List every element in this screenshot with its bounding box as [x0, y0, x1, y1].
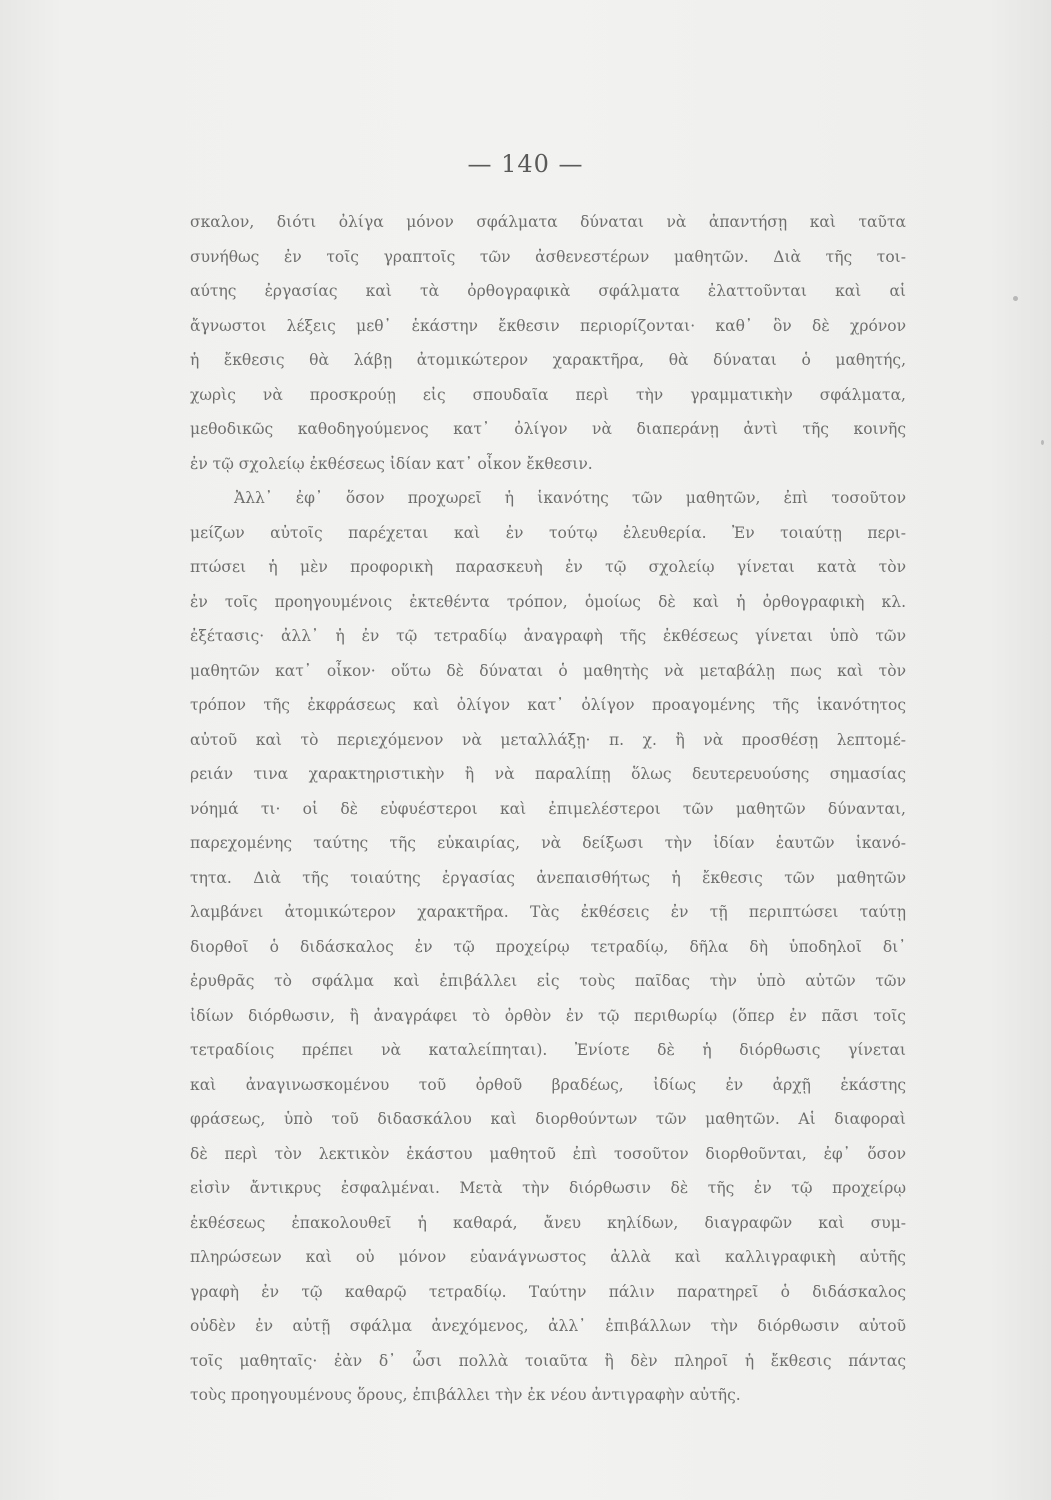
- text-line: τοῖς μαθηταῖς· ἐὰν δ᾽ ὦσι πολλὰ τοιαῦτα ἢ δὲν πληροῖ ἡ ἔκθεσις πάντας: [190, 1351, 906, 1370]
- text-line: διορθοῖ ὁ διδάσκαλος ἐν τῷ προχείρῳ τετραδίῳ, δῆλα δὴ ὑποδηλοῖ δι᾽: [190, 937, 906, 956]
- text-line: χωρὶς νὰ προσκρούῃ εἰς σπουδαῖα περὶ τὴν γραμματικὴν σφάλματα,: [190, 385, 906, 404]
- text-line: ἐν τῷ σχολείῳ ἐκθέσεως ἰδίαν κατ᾽ οἶκον ἔκθεσιν.: [190, 454, 593, 473]
- text-line: σκαλον, διότι ὀλίγα μόνον σφάλματα δύναται νὰ ἀπαντήσῃ καὶ ταῦτα: [190, 213, 906, 231]
- text-line: μείζων αὐτοῖς παρέχεται καὶ ἐν τούτῳ ἐλευθερία. Ἐν τοιαύτῃ περι-: [190, 523, 906, 542]
- text-line: νόημά τι· οἱ δὲ εὐφυέστεροι καὶ ἐπιμελέστεροι τῶν μαθητῶν δύνανται,: [190, 799, 906, 818]
- paper-speck: [1013, 296, 1018, 301]
- text-line: τετραδίοις πρέπει νὰ καταλείπηται). Ἐνίοτε δὲ ἡ διόρθωσις γίνεται: [190, 1041, 906, 1059]
- text-line: ἰδίων διόρθωσιν, ἢ ἀναγράφει τὸ ὀρθὸν ἐν τῷ περιθωρίῳ (ὅπερ ἐν πᾶσι τοῖς: [190, 1006, 906, 1025]
- text-line: παρεχομένης ταύτης τῆς εὐκαιρίας, νὰ δείξωσι τὴν ἰδίαν ἑαυτῶν ἱκανό-: [190, 834, 906, 852]
- text-line: ἡ ἔκθεσις θὰ λάβῃ ἀτομικώτερον χαρακτῆρα, θὰ δύναται ὁ μαθητής,: [190, 351, 906, 369]
- text-line: μαθητῶν κατ᾽ οἶκον· οὕτω δὲ δύναται ὁ μαθητὴς νὰ μεταβάλῃ πως καὶ τὸν: [190, 661, 906, 680]
- text-line: αύτης ἐργασίας καὶ τὰ ὀρθογραφικὰ σφάλματα ἐλαττοῦνται καὶ αἱ: [190, 282, 906, 300]
- body-text: [190, 205, 906, 1413]
- text-line: τρόπον τῆς ἐκφράσεως καὶ ὀλίγον κατ᾽ ὀλίγον προαγομένης τῆς ἱκανότητος: [190, 696, 906, 714]
- text-line: ἄγνωστοι λέξεις μεθ᾽ ἑκάστην ἔκθεσιν περιορίζονται· καθ᾽ ὃν δὲ χρόνον: [190, 316, 906, 335]
- page-number: — 140 —: [467, 150, 584, 178]
- text-line: πτώσει ἡ μὲν προφορικὴ παρασκευὴ ἐν τῷ σχολείῳ γίνεται κατὰ τὸν: [190, 558, 906, 576]
- text-line: δὲ περὶ τὸν λεκτικὸν ἑκάστου μαθητοῦ ἐπὶ τοσοῦτον διορθοῦνται, ἐφ᾽ ὅσον: [190, 1144, 906, 1163]
- text-line: ἐρυθρᾶς τὸ σφάλμα καὶ ἐπιβάλλει εἰς τοὺς παῖδας τὴν ὑπὸ αὐτῶν τῶν: [190, 972, 906, 990]
- text-line: τητα. Διὰ τῆς τοιαύτης ἐργασίας ἀνεπαισθήτως ἡ ἔκθεσις τῶν μαθητῶν: [190, 868, 906, 887]
- text-line: λαμβάνει ἀτομικώτερον χαρακτῆρα. Τὰς ἐκθέσεις ἐν τῇ περιπτώσει ταύτῃ: [190, 903, 906, 921]
- text-line: αὐτοῦ καὶ τὸ περιεχόμενον νὰ μεταλλάξῃ· π. χ. ἢ νὰ προσθέσῃ λεπτομέ-: [190, 730, 906, 749]
- text-line: μεθοδικῶς καθοδηγούμενος κατ᾽ ὀλίγον νὰ διαπεράνῃ ἀντὶ τῆς κοινῆς: [190, 420, 906, 438]
- text-line: φράσεως, ὑπὸ τοῦ διδασκάλου καὶ διορθούντων τῶν μαθητῶν. Αἱ διαφοραὶ: [190, 1110, 906, 1128]
- text-line: ρειάν τινα χαρακτηριστικὴν ἢ νὰ παραλίπῃ ὅλως δευτερευούσης σημασίας: [190, 765, 906, 783]
- text-line: καὶ ἀναγινωσκομένου τοῦ ὀρθοῦ βραδέως, ἰδίως ἐν ἀρχῇ ἑκάστης: [190, 1075, 906, 1094]
- text-line: ἐξέτασις· ἀλλ᾽ ἡ ἐν τῷ τετραδίῳ ἀναγραφὴ τῆς ἐκθέσεως γίνεται ὑπὸ τῶν: [190, 627, 906, 645]
- text-line: ἐκθέσεως ἐπακολουθεῖ ἡ καθαρά, ἄνευ κηλίδων, διαγραφῶν καὶ συμ-: [190, 1213, 906, 1232]
- paper-speck: [1041, 440, 1044, 445]
- text-line: οὐδὲν ἐν αὐτῇ σφάλμα ἀνεχόμενος, ἀλλ᾽ ἐπιβάλλων τὴν διόρθωσιν αὐτοῦ: [190, 1317, 906, 1335]
- text-line: ἐν τοῖς προηγουμένοις ἐκτεθέντα τρόπον, ὁμοίως δὲ καὶ ἡ ὀρθογραφικὴ κλ.: [190, 592, 906, 611]
- paragraph-start-line: Ἀλλ᾽ ἐφ᾽ ὅσον προχωρεῖ ἡ ἱκανότης τῶν μαθητῶν, ἐπὶ τοσοῦτον: [234, 489, 906, 507]
- text-line: τοὺς προηγουμένους ὅρους, ἐπιβάλλει τὴν ἐκ νέου ἀντιγραφὴν αὐτῆς.: [190, 1386, 741, 1404]
- text-line: γραφὴ ἐν τῷ καθαρῷ τετραδίῳ. Ταύτην πάλιν παρατηρεῖ ὁ διδάσκαλος: [190, 1282, 906, 1301]
- text-line: πληρώσεων καὶ οὐ μόνον εὐανάγνωστος ἀλλὰ καὶ καλλιγραφικὴ αὐτῆς: [190, 1248, 906, 1266]
- text-line: συνήθως ἐν τοῖς γραπτοῖς τῶν ἀσθενεστέρων μαθητῶν. Διὰ τῆς τοι-: [190, 247, 906, 266]
- text-line: εἰσὶν ἄντικρυς ἐσφαλμέναι. Μετὰ τὴν διόρθωσιν δὲ τῆς ἐν τῷ προχείρῳ: [190, 1179, 906, 1197]
